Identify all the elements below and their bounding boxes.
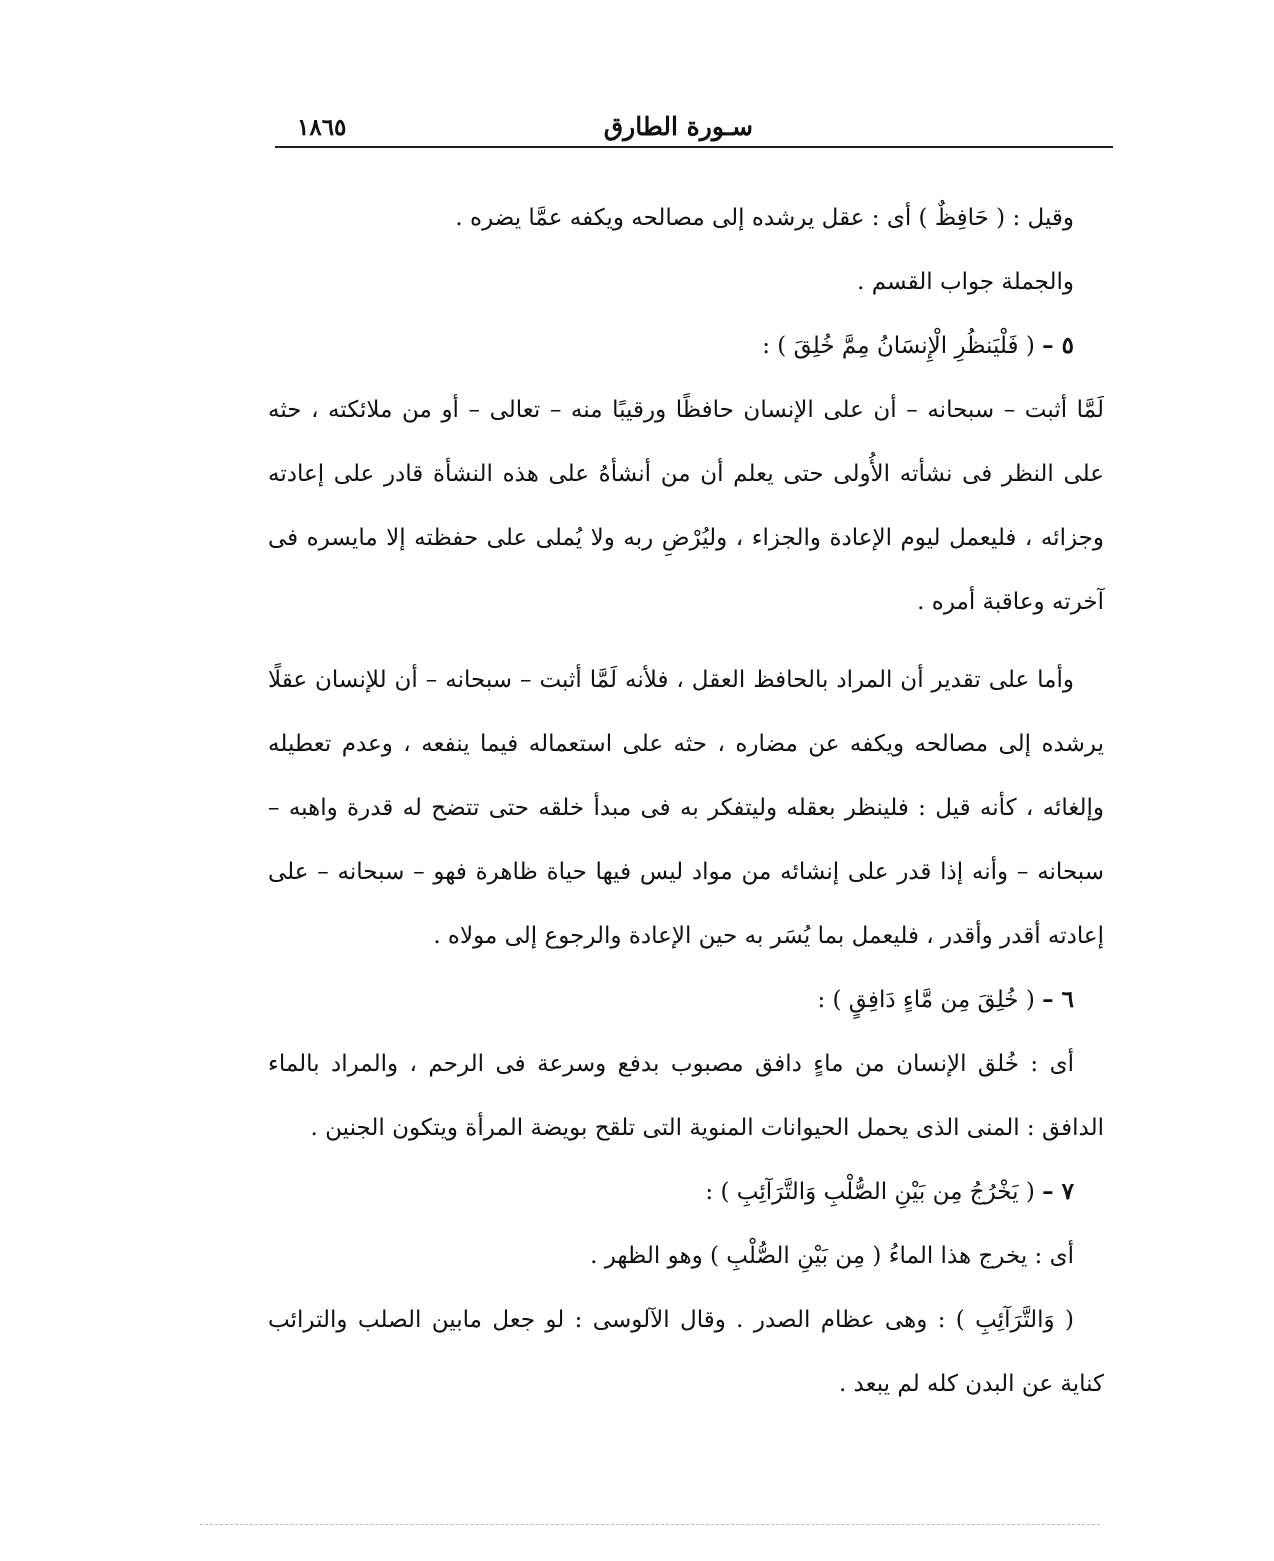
commentary-body bbox=[268, 186, 1104, 1416]
paragraph-3: لَمَّا أثبت – سبحانه – أن على الإنسان حافظًا ورقيبًا منه – تعالى – أو من ملائكته ، حثه على النظر فى نشأته الأُولى حتى يعلم أن من أنشأهُ على هذه النشأة قادر على إعادته وجزائه ، فليعمل ليوم الإعادة والجزاء ، وليُرْضِ ربه ولا يُملى على حفظته إلا مايسره فى آخرته وعاقبة أمره . bbox=[268, 397, 1104, 615]
verse-number: ٧ – bbox=[1042, 1178, 1074, 1205]
paragraph-4: وأما على تقدير أن المراد بالحافظ العقل ، فلأنه لَمَّا أثبت – سبحانه – أن للإنسان عقلًا يرشده إلى مصالحه ويكفه عن مضاره ، حثه على استعماله فيما ينفعه ، وعدم تعطيله وإلغائه ، كأنه قيل : فلينظر بعقله وليتفكر به فى مبدأ خلقه حتى تتضح له قدرة واهبه – سبحانه – وأنه إذا قدر على إنشائه من مواد ليس فيها حياة ظاهرة فهو – سبحانه – على إعادته أقدر وأقدر ، فليعمل بما يُسَر به حين الإعادة والرجوع إلى مولاه . bbox=[268, 667, 1104, 949]
verse-text: ( فَلْيَنظُرِ الْإِنسَانُ مِمَّ خُلِقَ ) : bbox=[762, 333, 1035, 359]
verse-heading-6 bbox=[268, 968, 1104, 1032]
paragraph-7: ( وَالتَّرَآئِبِ ) : وهى عظام الصدر . وقال الآلوسى : لو جعل مابين الصلب والترائب كناية عن البدن كله لم يبعد . bbox=[268, 1307, 1104, 1397]
verse-heading-7 bbox=[268, 1160, 1104, 1224]
surah-title: سـورة الطارق bbox=[603, 112, 753, 141]
verse-text: ( خُلِقَ مِن مَّاءٍ دَافِقٍ ) : bbox=[817, 987, 1035, 1013]
scan-edge-line bbox=[200, 1524, 1100, 1525]
verse-text: ( يَخْرُجُ مِن بَيْنِ الصُّلْبِ وَالتَّرَآئِبِ ) : bbox=[705, 1179, 1035, 1205]
verse-number: ٥ – bbox=[1042, 332, 1074, 359]
header-divider bbox=[275, 146, 1113, 148]
spacer bbox=[268, 634, 1104, 648]
paragraph-1: وقيل : ( حَافِظٌ ) أى : عقل يرشده إلى مصالحه ويكفه عمَّا يضره . bbox=[455, 205, 1074, 231]
verse-number: ٦ – bbox=[1042, 986, 1074, 1013]
paragraph-6: أى : يخرج هذا الماءُ ( مِن بَيْنِ الصُّلْبِ ) وهو الظهر . bbox=[590, 1243, 1074, 1269]
page-number: ١٨٦٥ bbox=[297, 114, 347, 141]
paragraph-5: أى : خُلق الإنسان من ماءٍ دافق مصبوب بدفع وسرعة فى الرحم ، والمراد بالماء الدافق : المنى الذى يحمل الحيوانات المنوية التى تلقح بويضة المرأة ويتكون الجنين . bbox=[268, 1051, 1104, 1141]
paragraph-2: والجملة جواب القسم . bbox=[857, 269, 1074, 295]
page-header bbox=[275, 112, 1113, 146]
verse-heading-5 bbox=[268, 314, 1104, 378]
